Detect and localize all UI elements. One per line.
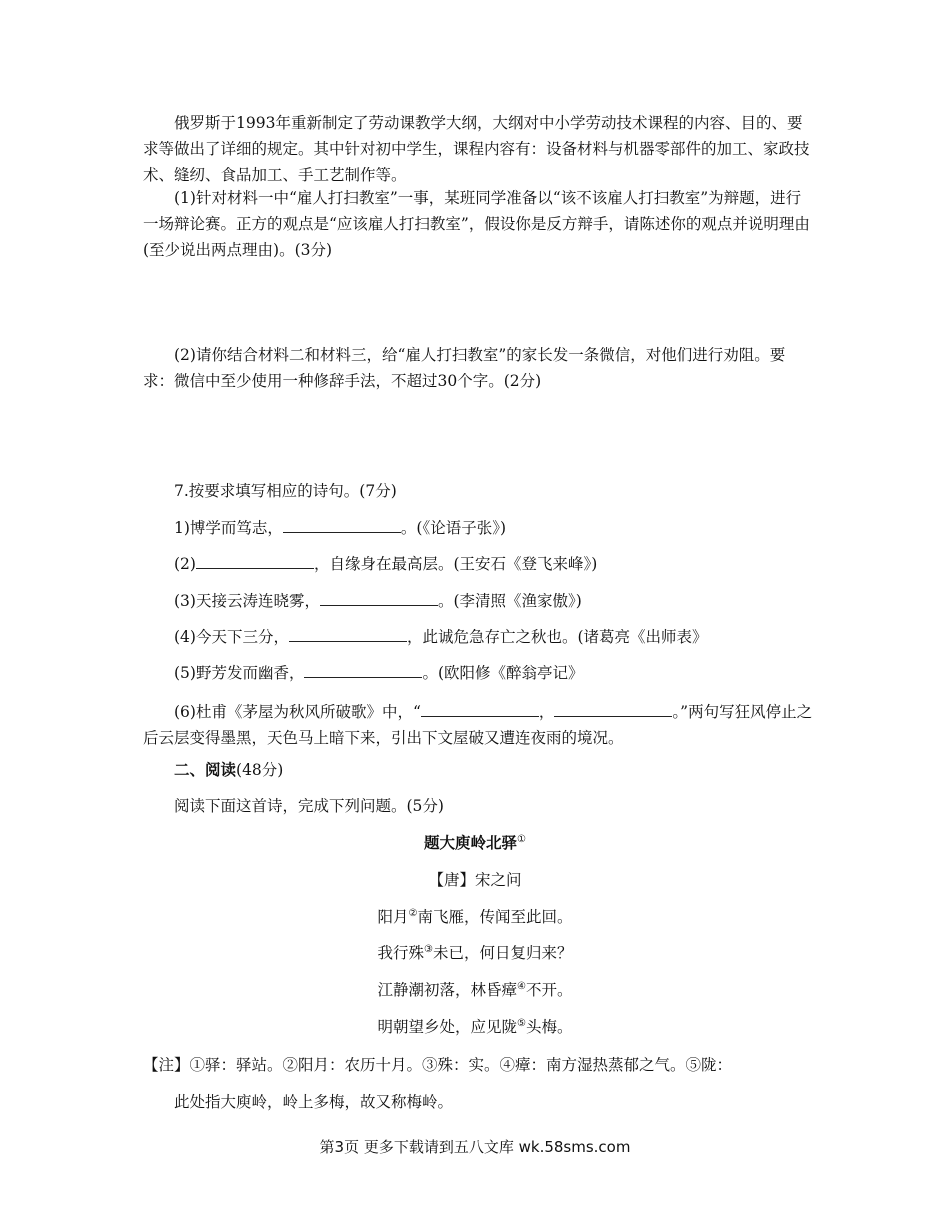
page-footer: 第3页 更多下载请到五八文库 wk.58sms.com: [319, 1138, 631, 1156]
poem-notes-line-1: 【注】①驿：驿站。②阳月：农历十月。③殊：实。④瘴：南方湿热蒸郁之气。⑤陇：: [143, 1056, 733, 1074]
answer-blank: [304, 659, 422, 678]
intro-paragraph: 俄罗斯于1993年重新制定了劳动课教学大纲，大纲对中小学劳动技术课程的内容、目的、要求等做出了详细的规定。其中针对初中学生，课程内容有：设备材料与机器零部件的加工、家政技术、缝纫、食品加工、手工艺制作等。: [143, 114, 810, 184]
poem-title: 题大庾岭北驿①: [424, 833, 526, 852]
poem-fill-item-3: (3)天接云涛连晓雾， 。(李清照《渔家傲》): [174, 587, 582, 614]
poem-line-4: 明朝望乡处，应见陇⑤头梅。: [377, 1017, 573, 1036]
poem-line-3: 江静潮初落，林昏瘴④不开。: [377, 980, 573, 999]
question-1: (1)针对材料一中“雇人打扫教室”一事，某班同学准备以“该不该雇人打扫教室”为辩题，进行一场辩论赛。正方的观点是“应该雇人打扫教室”，假设你是反方辩手，请陈述你的观点并说明理由(至少说出两点理由)。(3分): [143, 189, 810, 259]
poem-author: 【唐】宋之问: [428, 871, 522, 889]
poem-line-1: 阳月②南飞雁，传闻至此回。: [377, 907, 573, 926]
poem-fill-item-2: (2) ，自缘身在最高层。(王安石《登飞来峰》): [174, 550, 597, 577]
answer-blank: [196, 550, 314, 569]
poem-notes-line-2: 此处指大庾岭，岭上多梅，故又称梅岭。: [174, 1093, 454, 1111]
section-2-heading: 二、阅读(48分): [174, 761, 284, 779]
poem-fill-item-4: (4)今天下三分， ，此诚危急存亡之秋也。(诸葛亮《出师表》: [174, 623, 708, 650]
poem-line-2: 我行殊③未已，何日复归来？: [377, 943, 573, 962]
answer-blank: [283, 514, 401, 533]
answer-blank: [421, 698, 539, 717]
poem-fill-item-1: 1)博学而笃志， 。(《论语子张》): [174, 514, 506, 541]
poem-fill-item-6: (6)杜甫《茅屋为秋风所破歌》中，“ ， 。”两句写狂风停止之后云层变得墨黑，天色马上暗下来，引出下文屋破又遭连夜雨的境况。: [143, 698, 813, 751]
question-7-title: 7.按要求填写相应的诗句。(7分): [174, 482, 397, 500]
poem-fill-item-5: (5)野芳发而幽香， 。(欧阳修《醉翁亭记》: [174, 659, 584, 686]
question-2: (2)请你结合材料二和材料三，给“雇人打扫教室”的家长发一条微信，对他们进行劝阻。要求：微信中至少使用一种修辞手法，不超过30个字。(2分): [143, 346, 786, 390]
answer-blank: [289, 623, 407, 642]
answer-blank: [320, 587, 438, 606]
answer-blank: [554, 698, 672, 717]
reading-intro: 阅读下面这首诗，完成下列问题。(5分): [174, 797, 444, 815]
